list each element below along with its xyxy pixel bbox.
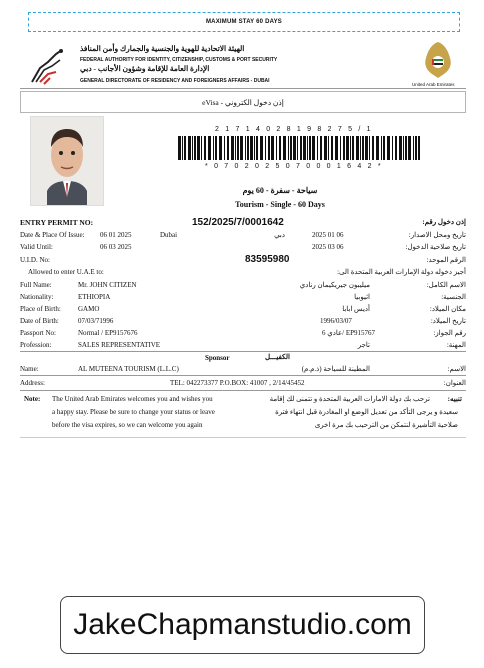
max-stay-banner: MAXIMUM STAY 60 DAYS bbox=[28, 12, 460, 32]
valid-until-value: 06 03 2025 bbox=[100, 243, 132, 251]
address-label-ar: العنوان: bbox=[443, 379, 466, 387]
issue-place-ar: دبي bbox=[274, 231, 285, 239]
barcode-bar bbox=[418, 136, 420, 160]
passport-label-ar: رقم الجواز: bbox=[433, 329, 466, 337]
issue-date-label: Date & Place Of Issue: bbox=[20, 231, 85, 239]
barcode-bar bbox=[227, 136, 229, 160]
barcode-bar bbox=[204, 136, 206, 160]
barcode-bar bbox=[231, 136, 234, 160]
barcode-bar bbox=[362, 136, 364, 160]
barcode-bar bbox=[260, 136, 263, 160]
sponsor-label: Sponsor bbox=[205, 354, 230, 362]
barcode-bar bbox=[254, 136, 255, 160]
evisa-title: eVisa - إذن دخول الكتروني bbox=[20, 91, 466, 113]
sponsor-label-ar: الكفيـــل bbox=[264, 353, 290, 361]
barcode-bar bbox=[208, 136, 211, 160]
full-name-value: Mr. JOHN CITIZEN bbox=[78, 281, 137, 289]
note-line-1: The United Arab Emirates welcomes you and wishes you bbox=[52, 395, 213, 403]
barcode-bar bbox=[360, 136, 361, 160]
nationality-label-ar: الجنسية: bbox=[441, 293, 466, 301]
barcode-bar bbox=[405, 136, 407, 160]
birth-date-value: 07/03/71996 bbox=[78, 317, 114, 325]
birth-place-label: Place of Birth: bbox=[20, 305, 61, 313]
barcode-bar bbox=[372, 136, 374, 160]
visa-type-arabic: سياحة - سفرة - 60 يوم bbox=[242, 186, 318, 195]
nationality-label: Nationality: bbox=[20, 293, 54, 301]
issue-date-value: 06 01 2025 bbox=[100, 231, 132, 239]
note-label: Note: bbox=[24, 395, 41, 403]
barcode-number-bottom: * 0 7 0 2 0 2 5 0 7 0 0 0 1 6 4 2 * bbox=[205, 163, 383, 170]
barcode-bar bbox=[213, 136, 214, 160]
sponsor-name-label-ar: الاسم: bbox=[447, 365, 466, 373]
barcode-bar bbox=[201, 136, 202, 160]
valid-until-label-ar: تاريخ صلاحية الدخول: bbox=[405, 243, 466, 251]
authority-name-english: FEDERAL AUTHORITY FOR IDENTITY, CITIZENSHIP, CUSTOMS & PORT SECURITY bbox=[80, 57, 278, 63]
barcode-bar bbox=[403, 136, 404, 160]
barcode-bar bbox=[328, 136, 329, 160]
barcode bbox=[178, 136, 420, 160]
full-name-label-ar: الاسم الكامل: bbox=[426, 281, 466, 289]
barcode-bar bbox=[194, 136, 196, 160]
barcode-bar bbox=[219, 136, 222, 160]
barcode-bar bbox=[182, 136, 183, 160]
barcode-bar bbox=[265, 136, 266, 160]
federal-authority-logo bbox=[26, 42, 70, 88]
sponsor-divider bbox=[20, 351, 466, 352]
birth-place-value: GAMO bbox=[78, 305, 100, 313]
full-name-label: Full Name: bbox=[20, 281, 52, 289]
barcode-bar bbox=[237, 136, 239, 160]
barcode-bar bbox=[356, 136, 359, 160]
eagle-emblem-icon bbox=[420, 38, 456, 80]
barcode-bar bbox=[415, 136, 417, 160]
note-ar-line-2: سعيدة و يرجى التأكد من تعديل الوضع او المغادرة قبل انتهاء فترة bbox=[275, 408, 458, 416]
sponsor-name-value: AL MUTEENA TOURISM (L.L.C) bbox=[78, 365, 179, 373]
entry-permit-label: ENTRY PERMIT NO: bbox=[20, 218, 94, 227]
barcode-bar bbox=[293, 136, 296, 160]
allowed-label-ar: أجيز دخوله دولة الإمارات العربية المتحدة الى: bbox=[337, 268, 466, 276]
nationality-value: ETHIOPIA bbox=[78, 293, 111, 301]
barcode-bar bbox=[369, 136, 370, 160]
portrait-icon bbox=[31, 117, 103, 205]
barcode-bar bbox=[408, 136, 411, 160]
barcode-bar bbox=[297, 136, 298, 160]
barcode-bar bbox=[365, 136, 368, 160]
falcon-icon bbox=[26, 42, 70, 88]
barcode-bar bbox=[413, 136, 414, 160]
barcode-bar bbox=[343, 136, 345, 160]
directorate-name-arabic: الإدارة العامة للإقامة وشؤون الأجانب - دبي bbox=[80, 64, 210, 73]
uid-label: U.I.D. No: bbox=[20, 256, 50, 264]
authority-name-arabic: الهيئة الاتحادية للهوية والجنسية والجمارك وأمن المنافذ bbox=[80, 44, 245, 53]
entry-permit-number: 152/2025/7/0001642 bbox=[192, 217, 284, 228]
barcode-bar bbox=[288, 136, 289, 160]
note-line-3: before the visa expires, so we can welcome you again bbox=[52, 421, 203, 429]
birth-date-label: Date of Birth: bbox=[20, 317, 59, 325]
barcode-bar bbox=[224, 136, 225, 160]
barcode-bar bbox=[247, 136, 249, 160]
barcode-bar bbox=[300, 136, 302, 160]
barcode-bar bbox=[279, 136, 281, 160]
address-label: Address: bbox=[20, 379, 45, 387]
directorate-name-english: GENERAL DIRECTORATE OF RESIDENCY AND FOREIGNERS AFFAIRS - DUBAI bbox=[80, 78, 270, 84]
barcode-bar bbox=[290, 136, 292, 160]
applicant-photo bbox=[30, 116, 104, 206]
barcode-bar bbox=[215, 136, 217, 160]
passport-value: Normal / EP9157676 bbox=[78, 329, 138, 337]
birth-place-label-ar: مكان الميلاد: bbox=[429, 305, 466, 313]
barcode-bar bbox=[303, 136, 306, 160]
barcode-bar bbox=[235, 136, 236, 160]
barcode-bar bbox=[381, 136, 382, 160]
barcode-bar bbox=[268, 136, 270, 160]
address-divider bbox=[20, 375, 466, 376]
barcode-bar bbox=[352, 136, 354, 160]
barcode-bar bbox=[192, 136, 193, 160]
profession-label-ar: المهنة: bbox=[446, 341, 466, 349]
note-line-2: a happy stay. Please be sure to change your status or leave bbox=[52, 408, 215, 416]
issue-place-value: Dubai bbox=[160, 231, 178, 239]
note-label-ar: تنبيه: bbox=[447, 395, 462, 403]
barcode-bar bbox=[331, 136, 333, 160]
barcode-bar bbox=[309, 136, 311, 160]
profession-ar-value: تاجر bbox=[357, 341, 370, 349]
profession-value: SALES REPRESENTATIVE bbox=[78, 341, 161, 349]
barcode-bar bbox=[250, 136, 253, 160]
nationality-ar-value: اثيوبيا bbox=[354, 293, 370, 301]
uae-caption: United Arab Emirates bbox=[412, 82, 455, 87]
note-ar-line-3: صلاحية التأشيرة لنتمكن من الترحيب بك مرة اخرى bbox=[314, 421, 458, 429]
barcode-bar bbox=[240, 136, 243, 160]
barcode-bar bbox=[276, 136, 277, 160]
uid-label-ar: الرقم الموحد: bbox=[426, 256, 466, 264]
barcode-bar bbox=[387, 136, 390, 160]
issue-date-ar-value: 2025 01 06 bbox=[312, 231, 344, 239]
birth-place-ar-value: أديس ابابا bbox=[342, 305, 370, 313]
barcode-bar bbox=[346, 136, 349, 160]
barcode-bar bbox=[188, 136, 191, 160]
full-name-ar-value: ميليبون جيريكيمان رنادي bbox=[299, 281, 370, 289]
sponsor-name-label: Name: bbox=[20, 365, 39, 373]
barcode-bar bbox=[399, 136, 402, 160]
barcode-bar bbox=[283, 136, 286, 160]
visa-type-english: Tourism - Single - 60 Days bbox=[235, 200, 325, 209]
barcode-bar bbox=[271, 136, 274, 160]
barcode-bar bbox=[307, 136, 308, 160]
allowed-label: Allowed to enter U.A.E to: bbox=[28, 268, 104, 276]
profession-label: Profession: bbox=[20, 341, 52, 349]
sponsor-name-ar-value: المطينة للسياحة (ذ.م.م) bbox=[301, 365, 370, 373]
barcode-bar bbox=[392, 136, 393, 160]
barcode-bar bbox=[320, 136, 322, 160]
issue-date-label-ar: تاريخ ومحل الاصدار: bbox=[408, 231, 466, 239]
barcode-bar bbox=[340, 136, 341, 160]
birth-date-ar-value: 1996/03/07 bbox=[320, 317, 352, 325]
valid-until-label: Valid Until: bbox=[20, 243, 53, 251]
birth-date-label-ar: تاريخ الميلاد: bbox=[430, 317, 466, 325]
barcode-bar bbox=[395, 136, 397, 160]
entry-permit-label-ar: إذن دخول رقم: bbox=[422, 218, 466, 226]
uae-emblem bbox=[420, 38, 456, 80]
barcode-bar bbox=[178, 136, 181, 160]
uid-value: 83595980 bbox=[245, 254, 290, 265]
barcode-bar bbox=[245, 136, 246, 160]
barcode-bar bbox=[312, 136, 315, 160]
barcode-bar bbox=[335, 136, 338, 160]
watermark: JakeChapmanstudio.com bbox=[60, 596, 425, 654]
header-divider bbox=[20, 88, 466, 89]
valid-until-ar-value: 2025 03 06 bbox=[312, 243, 344, 251]
note-ar-line-1: ترحب بك دولة الامارات العربية المتحدة و تتمنى لك إقامة bbox=[269, 395, 430, 403]
barcode-bar bbox=[184, 136, 186, 160]
passport-label: Passport No: bbox=[20, 329, 56, 337]
barcode-bar bbox=[256, 136, 258, 160]
barcode-bar bbox=[376, 136, 379, 160]
barcode-bar bbox=[324, 136, 327, 160]
barcode-bar bbox=[383, 136, 385, 160]
passport-ar-value: EP915767 /عادي 6 bbox=[321, 329, 375, 337]
barcode-bar bbox=[317, 136, 318, 160]
address-value: TEL: 042273377 P.O.BOX: 41007 , 2/14/45452 bbox=[170, 379, 305, 387]
barcode-bar bbox=[350, 136, 351, 160]
barcode-number-top: 2 1 7 1 4 0 2 8 1 9 8 2 7 5 / 1 bbox=[215, 126, 373, 133]
barcode-bar bbox=[197, 136, 200, 160]
